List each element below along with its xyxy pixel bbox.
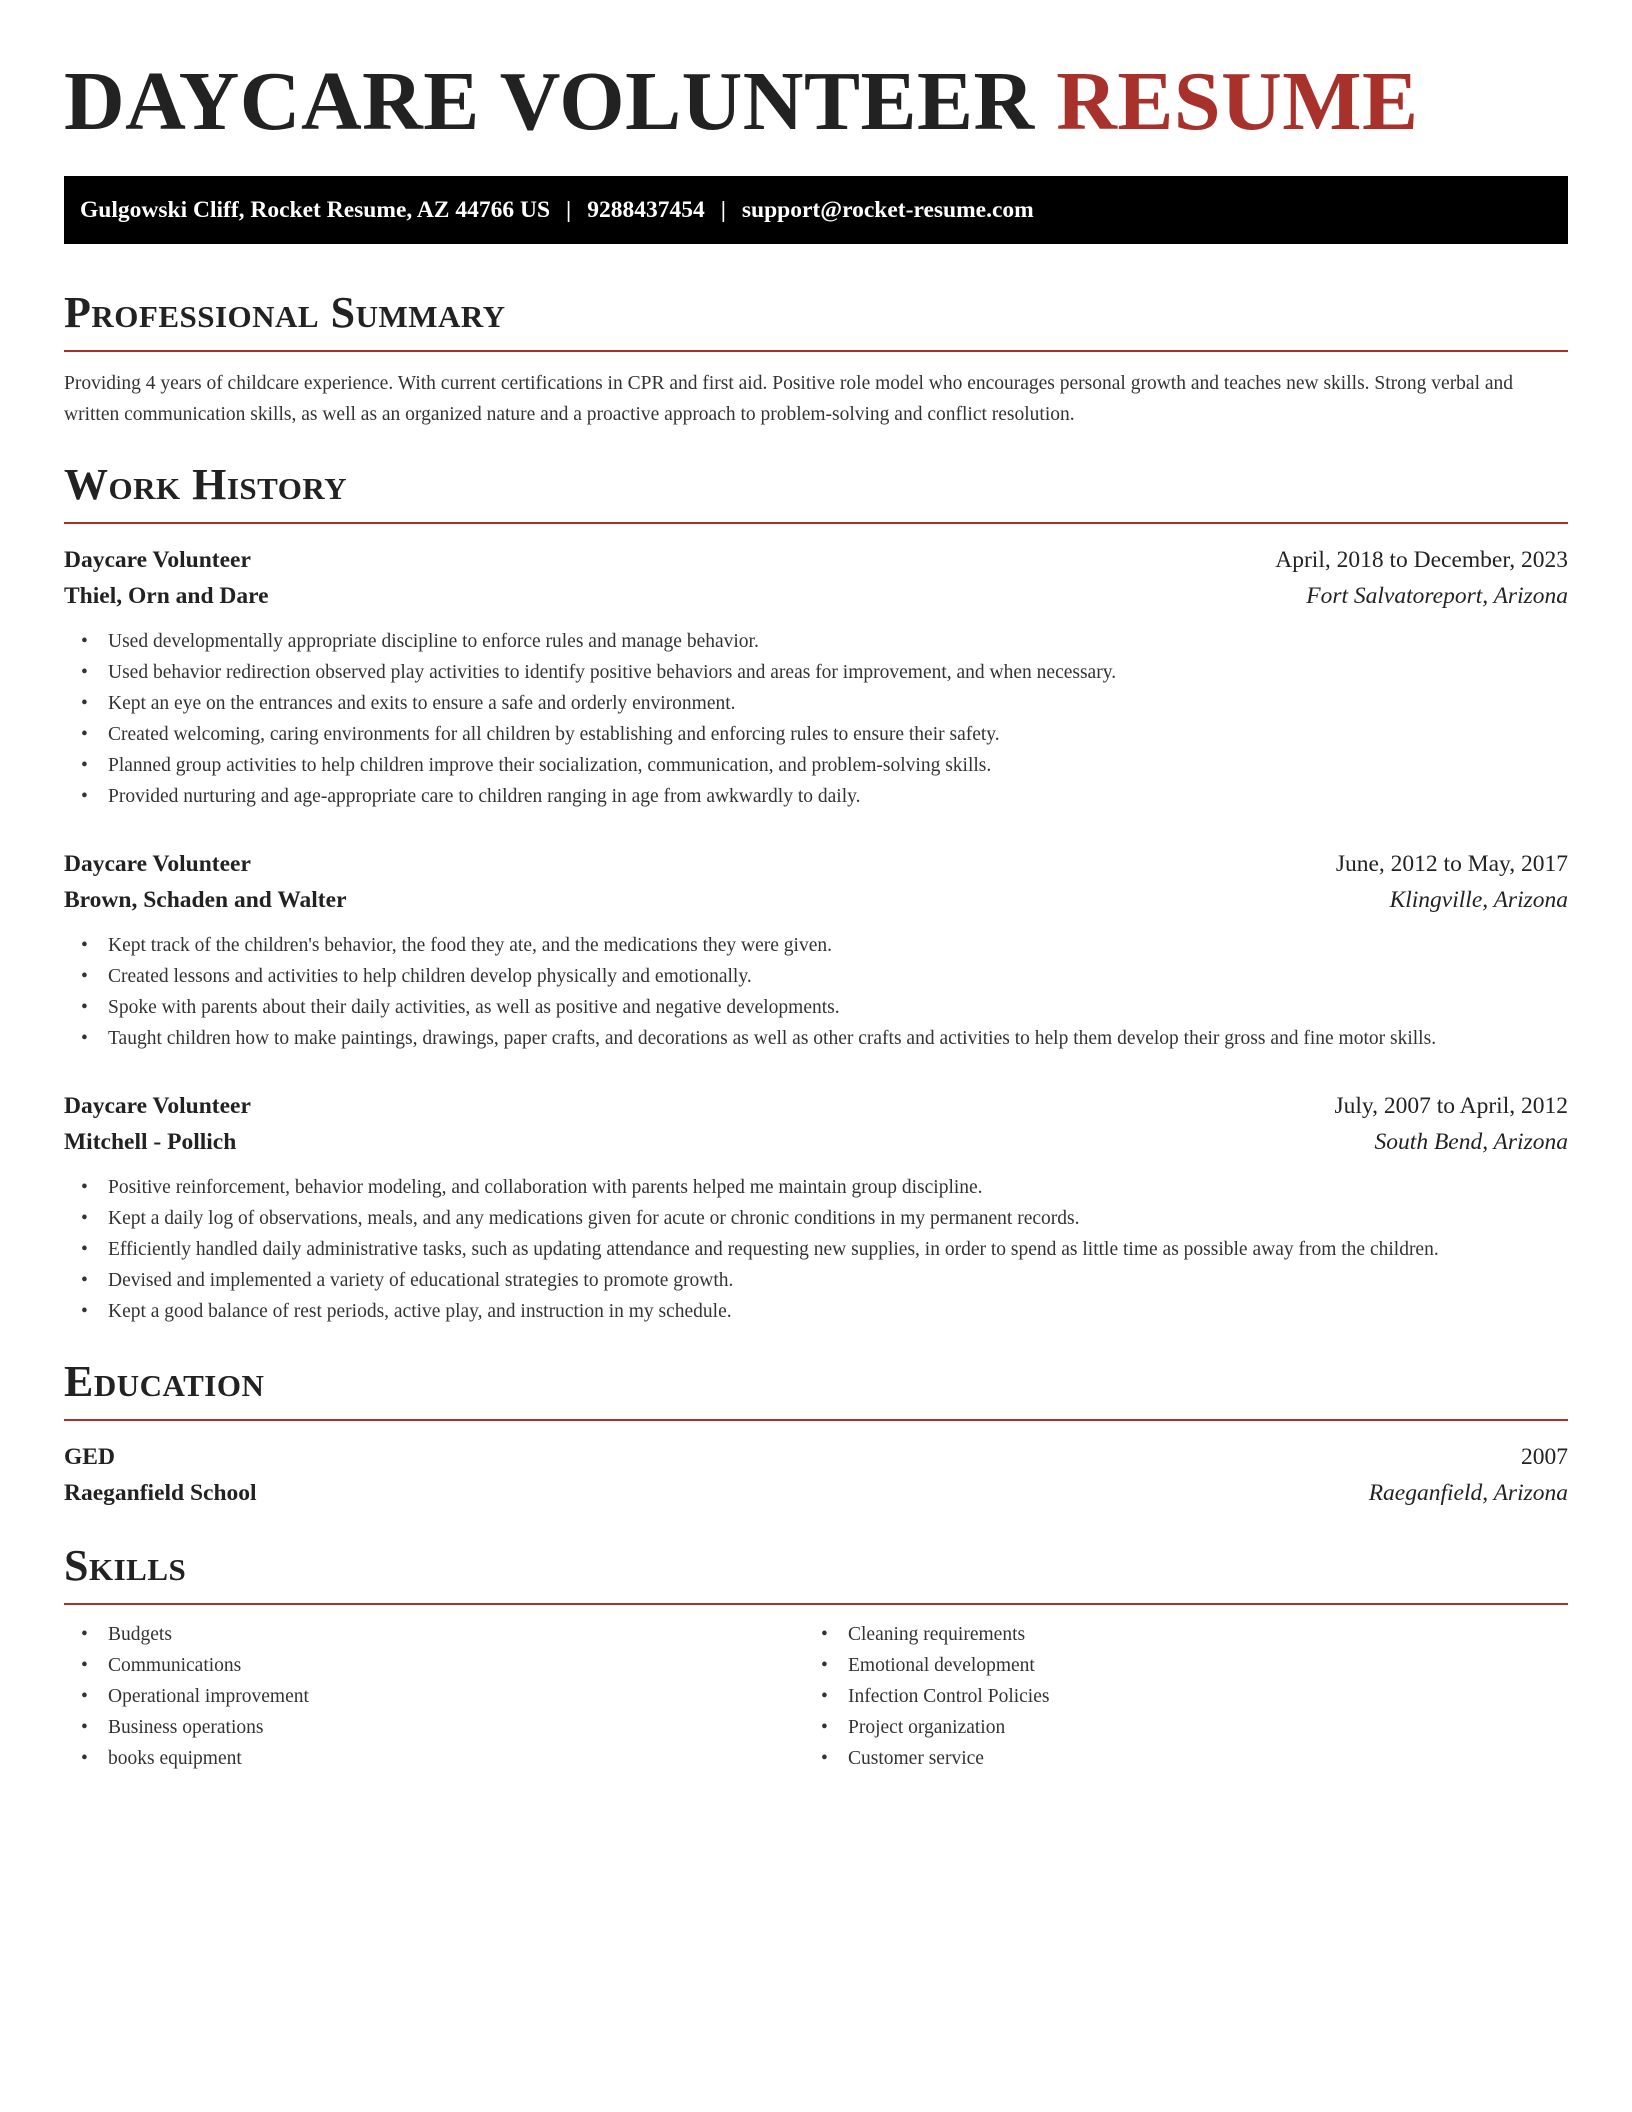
education-location: Raeganfield, Arizona <box>1368 1480 1568 1506</box>
education-year: 2007 <box>1521 1444 1568 1470</box>
list-item: • Used behavior redirection observed play activities to identify positive behaviors and areas for improvement, and when necessary. <box>81 662 1117 683</box>
job-header-row <box>64 1088 1568 1124</box>
skill-item: • Budgets <box>81 1624 172 1645</box>
education-degree: GED <box>64 1444 115 1470</box>
skill-item: • Infection Control Policies <box>821 1686 1050 1707</box>
title-main: DAYCARE VOLUNTEER <box>64 55 1035 148</box>
job-bullets <box>64 930 1568 1054</box>
list-item: • Devised and implemented a variety of educational strategies to promote growth. <box>81 1270 734 1291</box>
job-header-row <box>64 542 1568 578</box>
job-location: Fort Salvatoreport, Arizona <box>1306 583 1568 609</box>
skills-list <box>804 1619 1544 1774</box>
skill-item: • Operational improvement <box>81 1686 309 1707</box>
resume-title <box>64 52 1568 152</box>
list-item: • Kept a good balance of rest periods, active play, and instruction in my schedule. <box>81 1301 732 1322</box>
list-item: • Used developmentally appropriate discipline to enforce rules and manage behavior. <box>81 631 759 652</box>
skill-item: • books equipment <box>81 1748 242 1769</box>
section-divider <box>64 350 1568 352</box>
job-company-row <box>64 1124 1568 1160</box>
list-item: • Created welcoming, caring environments for all children by establishing and enforcing rules to ensure their safety. <box>81 724 1000 745</box>
list-item: • Created lessons and activities to help children develop physically and emotionally. <box>81 966 752 987</box>
title-accent: RESUME <box>1056 55 1419 148</box>
contact-separator: | <box>720 196 726 223</box>
list-item: • Kept an eye on the entrances and exits to ensure a safe and orderly environment. <box>81 693 736 714</box>
job-company: Brown, Schaden and Walter <box>64 887 347 913</box>
job-title: Daycare Volunteer <box>64 547 251 573</box>
summary-heading: Professional Summary <box>64 288 506 337</box>
job-entry <box>64 542 1568 812</box>
job-location: Klingville, Arizona <box>1389 887 1568 913</box>
job-bullets <box>64 1172 1568 1327</box>
list-item: • Efficiently handled daily administrative tasks, such as updating attendance and requesting new supplies, in order to spend as little time as possible away from the children. <box>81 1239 1439 1260</box>
job-title: Daycare Volunteer <box>64 1093 251 1119</box>
skill-item: • Project organization <box>821 1717 1006 1738</box>
skills-columns <box>64 1619 1568 1774</box>
job-dates: April, 2018 to December, 2023 <box>1275 547 1568 573</box>
job-dates: June, 2012 to May, 2017 <box>1335 851 1568 877</box>
job-entry <box>64 846 1568 1054</box>
contact-bar <box>64 176 1568 244</box>
work-history-heading: Work History <box>64 460 348 509</box>
education-school-row <box>64 1475 1568 1511</box>
job-company-row <box>64 882 1568 918</box>
section-divider <box>64 1603 1568 1605</box>
list-item: • Taught children how to make paintings, drawings, paper crafts, and decorations as well as other crafts and activities to help them develop their gross and fine motor skills. <box>81 1028 1437 1049</box>
list-item: • Planned group activities to help children improve their socialization, communication, and problem-solving skills. <box>81 755 992 776</box>
skills-heading: Skills <box>64 1541 187 1590</box>
section-divider <box>64 522 1568 524</box>
education-section <box>64 1357 1568 1511</box>
list-item: • Kept track of the children's behavior, the food they ate, and the medications they were given. <box>81 935 832 956</box>
job-entry <box>64 1088 1568 1327</box>
list-item: • Kept a daily log of observations, meals, and any medications given for acute or chronic conditions in my permanent records. <box>81 1208 1080 1229</box>
skills-column-right <box>804 1619 1544 1774</box>
education-school: Raeganfield School <box>64 1480 257 1506</box>
education-heading: Education <box>64 1357 265 1406</box>
job-dates: July, 2007 to April, 2012 <box>1334 1093 1568 1119</box>
skill-item: • Cleaning requirements <box>821 1624 1026 1645</box>
skill-item: • Emotional development <box>821 1655 1035 1676</box>
job-company: Mitchell - Pollich <box>64 1129 237 1155</box>
job-title: Daycare Volunteer <box>64 851 251 877</box>
job-header-row <box>64 846 1568 882</box>
list-item: • Provided nurturing and age-appropriate care to children ranging in age from awkwardly to daily. <box>81 786 861 807</box>
list-item: • Positive reinforcement, behavior modeling, and collaboration with parents helped me maintain group discipline. <box>81 1177 983 1198</box>
skill-item: • Customer service <box>821 1748 984 1769</box>
job-bullets <box>64 626 1568 812</box>
skill-item: • Business operations <box>81 1717 264 1738</box>
contact-separator: | <box>566 196 572 223</box>
list-item: • Spoke with parents about their daily activities, as well as positive and negative developments. <box>81 997 840 1018</box>
section-divider <box>64 1419 1568 1421</box>
job-location: South Bend, Arizona <box>1374 1129 1568 1155</box>
education-degree-row <box>64 1439 1568 1475</box>
summary-text: Providing 4 years of childcare experience. With current certifications in CPR and first aid. Positive role model who encourages personal growth and teaches new skills. Strong verbal and written communication skills, as well as an organized nature and a proactive approach to problem-solving and conflict resolution. <box>64 373 1514 425</box>
job-company: Thiel, Orn and Dare <box>64 583 269 609</box>
skills-column-left <box>64 1619 804 1774</box>
skills-list <box>64 1619 804 1774</box>
contact-email: support@rocket-resume.com <box>741 196 1034 223</box>
summary-section <box>64 288 1568 430</box>
skills-section <box>64 1541 1568 1774</box>
work-history-section <box>64 460 1568 1327</box>
education-entry <box>64 1439 1568 1511</box>
contact-phone: 9288437454 <box>587 196 705 223</box>
skill-item: • Communications <box>81 1655 242 1676</box>
job-company-row <box>64 578 1568 614</box>
contact-address: Gulgowski Cliff, Rocket Resume, AZ 44766 US <box>80 196 551 223</box>
